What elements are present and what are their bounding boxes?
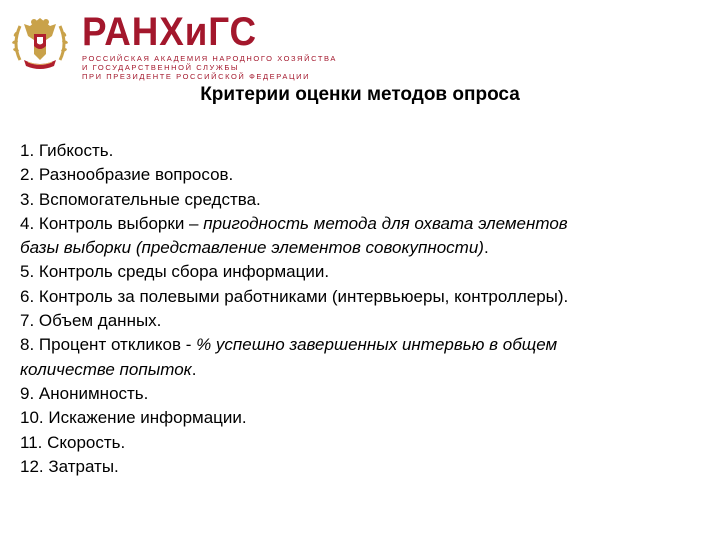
item-italic-text: базы выборки (представление элементов совокупности) — [20, 238, 484, 258]
item-number: 6. — [20, 286, 35, 306]
item-italic-text: количестве попыток — [20, 359, 192, 379]
list-item — [20, 333, 710, 357]
list-item — [20, 406, 710, 430]
item-text: Процент откликов - — [38, 335, 197, 355]
list-item — [20, 309, 710, 333]
item-text: Контроль среды сбора информации. — [38, 262, 330, 282]
item-number: 11. — [20, 432, 43, 452]
item-number: 5. — [20, 262, 35, 282]
item-text: Разнообразие вопросов. — [38, 165, 234, 185]
list-item — [20, 260, 710, 284]
item-number: 8. — [20, 335, 35, 355]
slide-header — [0, 0, 720, 84]
item-number: 9. — [20, 383, 35, 403]
list-item — [20, 212, 710, 236]
item-number: 1. — [20, 141, 35, 160]
list-item — [20, 188, 710, 212]
brand-name: РАНХиГС — [82, 10, 258, 54]
list-item — [20, 455, 710, 479]
list-item — [20, 139, 710, 163]
brand-block — [82, 12, 337, 81]
item-number: 4. — [20, 213, 35, 233]
slide-title: Критерии оценки методов опроса — [200, 84, 520, 105]
item-number: 12. — [20, 456, 44, 476]
brand-subtitle-line: И ГОСУДАРСТВЕННОЙ СЛУЖБЫ — [82, 63, 240, 72]
item-number: 7. — [20, 311, 35, 331]
item-number: 2. — [20, 165, 35, 185]
item-text: Искажение информации. — [48, 408, 247, 428]
item-text: Анонимность. — [38, 383, 149, 403]
item-text: Контроль выборки – — [38, 213, 204, 233]
list-item-continuation — [20, 358, 710, 382]
item-tail: . — [483, 238, 489, 258]
list-item — [20, 431, 710, 455]
item-text: Затраты. — [48, 456, 119, 476]
brand-subtitle-line: ПРИ ПРЕЗИДЕНТЕ РОССИЙСКОЙ ФЕДЕРАЦИИ — [82, 72, 311, 81]
list-item — [20, 285, 710, 309]
academy-emblem-icon — [8, 10, 72, 74]
list-item — [20, 382, 710, 406]
list-item — [20, 163, 710, 187]
item-text: Контроль за полевыми работниками (интервьюеры, контроллеры). — [38, 286, 569, 306]
brand-subtitle-line: РОССИЙСКАЯ АКАДЕМИЯ НАРОДНОГО ХОЗЯЙСТВА — [82, 54, 337, 63]
item-number: 3. — [20, 189, 35, 209]
criteria-list — [20, 139, 710, 479]
item-tail: . — [191, 359, 197, 379]
item-italic-text: пригодность метода для охвата элементов — [203, 213, 568, 233]
item-text: Объем данных. — [38, 311, 162, 331]
item-text: Гибкость. — [38, 141, 114, 160]
brand-subtitle — [82, 54, 337, 81]
item-text: Вспомогательные средства. — [38, 189, 261, 209]
list-item-continuation — [20, 236, 710, 260]
item-number: 10. — [20, 408, 44, 428]
item-italic-text: % успешно завершенных интервью в общем — [196, 335, 558, 355]
item-text: Скорость. — [47, 432, 126, 452]
